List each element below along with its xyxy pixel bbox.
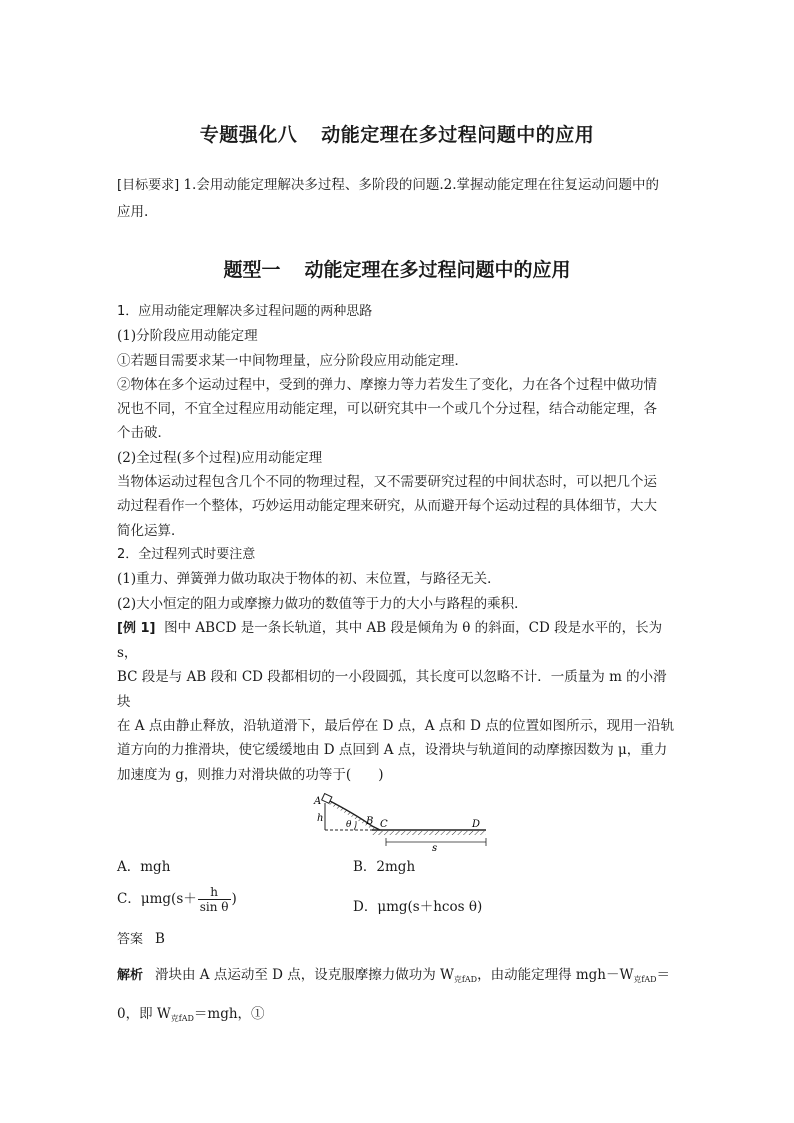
label-A: A <box>314 796 322 807</box>
paragraph-line: ①若题目需要求某一中间物理量，应分阶段应用动能定理． <box>117 352 468 369</box>
option-d[interactable]: D．μmg(s＋hcos θ) <box>353 899 483 915</box>
paragraph-line: (1)重力、弹簧弹力做功取决于物体的初、末位置，与路径无关． <box>117 571 501 588</box>
sub-heading-2: (2)全过程(多个过程)应用动能定理 <box>117 449 323 466</box>
example-text: 图中 ABCD 是一条长轨道，其中 AB 段是倾角为 θ 的斜面，CD 段是水平的，长为 s， <box>117 619 663 662</box>
point-heading-2: 2．全过程列式时要注意 <box>117 546 256 562</box>
paragraph-line: 况也不同，不宜全过程应用动能定理，可以研究其中一个或几个分过程，结合动能定理，各 <box>117 401 657 418</box>
paragraph-line: 动过程看作一个整体，巧妙运用动能定理来研究，从而避开每个运动过程的具体细节，大大 <box>117 498 657 515</box>
option-c[interactable] <box>117 885 237 914</box>
analysis-line-1 <box>117 958 679 997</box>
option-b[interactable]: B．2mgh <box>353 859 416 875</box>
analysis-text: 0，即 W <box>117 1006 171 1022</box>
document-title <box>0 120 794 147</box>
paragraph-line: 简化运算． <box>117 522 185 539</box>
sub-heading-1: (1)分阶段应用动能定理 <box>117 328 258 345</box>
label-theta: θ <box>346 820 352 830</box>
label-s: s <box>432 843 438 852</box>
point-heading-1: 1．应用动能定理解决多过程问题的两种思路 <box>117 304 373 319</box>
analysis-block <box>117 958 679 1036</box>
subscript: 克fAD <box>170 1014 194 1023</box>
learning-goals <box>117 172 679 225</box>
paragraph-line: (2)大小恒定的阻力或摩擦力做功的数值等于力的大小与路程的乘积． <box>117 595 528 612</box>
example-label: [例 1] <box>117 620 156 636</box>
section-part2: 动能定理在多过程问题中的应用 <box>304 259 571 281</box>
answer-line <box>117 928 165 947</box>
analysis-line-2 <box>117 997 679 1036</box>
answer-value: B <box>155 931 165 947</box>
subscript: 克fAD <box>633 975 657 984</box>
option-c-close: ) <box>231 891 237 907</box>
track-diagram <box>310 790 490 852</box>
label-B: B <box>366 816 374 827</box>
paragraph-line: ②物体在多个运动过程中，受到的弹力、摩擦力等力若发生了变化，力在各个过程中做功情 <box>117 376 657 393</box>
title-part2: 动能定理在多过程问题中的应用 <box>321 124 595 146</box>
label-h: h <box>317 813 324 824</box>
option-c-text: C．μmg(s＋ <box>117 891 197 907</box>
paragraph-line: 当物体运动过程包含几个不同的物理过程，又不需要研究过程的中间状态时，可以把几个运 <box>117 474 657 491</box>
example-line: BC 段是与 AB 段和 CD 段都相切的一小段圆弧，其长度可以忽略不计．一质量为 m 的小滑块 <box>117 669 667 710</box>
analysis-text: ，由动能定理得 mgh－W <box>477 967 634 983</box>
example-line: 在 A 点由静止释放，沿轨道滑下，最后停在 D 点，A 点和 D 点的位置如图所示，现用一沿轨 <box>117 718 675 735</box>
option-a[interactable]: A．mgh <box>117 859 171 875</box>
goal-text: 1.会用动能定理解决多过程、多阶段的问题.2.掌握动能定理在往复运动问题中的 <box>183 177 660 193</box>
example-line <box>117 616 679 666</box>
fraction-numerator: h <box>198 885 231 900</box>
label-D: D <box>472 819 481 830</box>
analysis-text: 滑块由 A 点运动至 D 点，设克服摩擦力做功为 W <box>155 967 454 983</box>
answer-label: 答案 <box>117 932 144 947</box>
body-text <box>117 300 679 787</box>
goal-tag: [目标要求] <box>117 178 180 193</box>
subscript: 克fAD <box>453 975 478 984</box>
example-line: 道方向的力推滑块，使它缓缓地由 D 点回到 A 点，设滑块与轨道间的动摩擦因数为 μ，重力 <box>117 742 668 759</box>
analysis-text: ＝ <box>656 967 671 983</box>
option-c-fraction <box>198 885 231 914</box>
goal-text-2: 应用. <box>117 204 149 220</box>
section-heading <box>0 255 794 282</box>
paragraph-line: 个击破． <box>117 425 171 442</box>
section-part1: 题型一 <box>223 259 281 281</box>
example-line: 加速度为 g，则推力对滑块做的功等于( ) <box>117 766 384 783</box>
label-C: C <box>380 819 388 830</box>
analysis-label: 解析 <box>117 968 144 983</box>
fraction-denominator: sin θ <box>199 900 229 914</box>
title-part1: 专题强化八 <box>199 124 298 146</box>
analysis-text: ＝mgh，① <box>193 1006 265 1022</box>
